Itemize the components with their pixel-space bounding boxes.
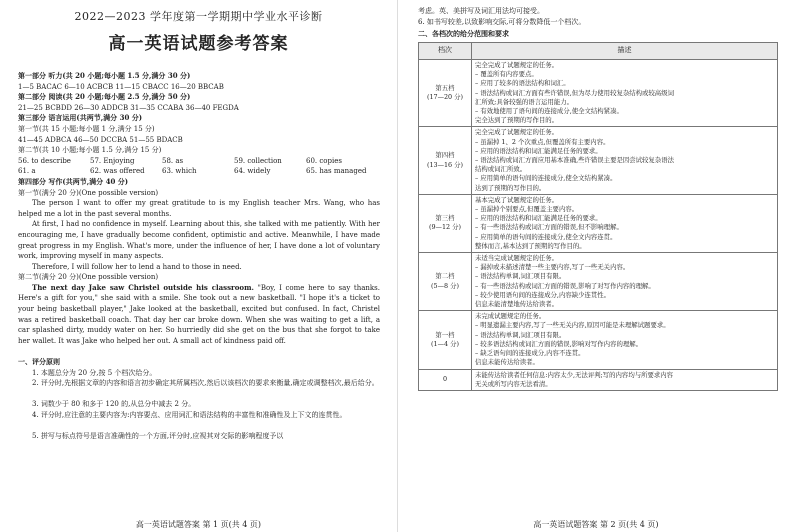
description-line: 结构或词汇所致。 — [475, 165, 527, 174]
level-name: 第四档 — [435, 151, 455, 160]
answer-cell: 64. widely — [234, 167, 271, 176]
table-header-description: 描述 — [472, 43, 778, 60]
text-line: 2. 评分时,先根据文章的内容和语言初步确定其所属档次,然后以该档次的要求来衡量,确定或调整档次,最后给分。 — [32, 379, 379, 388]
answer-page-2 — [398, 0, 794, 532]
scoring-table — [418, 42, 778, 391]
description-line: – 语法结构单调,词汇项目有限。 — [475, 330, 566, 339]
note-line: 考虑。英、美拼写及词汇用法均可接受。 — [418, 7, 544, 15]
level-cell — [419, 253, 472, 311]
text-line: 1. 本题总分为 20 分,按 5 个档次给分。 — [32, 368, 157, 377]
description-line: – 虽漏掉个别要点,但覆盖主要内容。 — [475, 205, 579, 214]
description-line: 未适当完成试题规定的任务。 — [475, 254, 559, 263]
level-name: 第五档 — [435, 84, 455, 92]
table-header-level: 档次 — [419, 43, 472, 60]
description-line: – 语法结构单调,词汇项目有限。 — [475, 272, 566, 281]
level-cell — [419, 127, 472, 194]
text-line: 第一部分 听力(共 20 小题;每小题 1.5 分,满分 30 分) — [18, 71, 191, 80]
description-cell — [472, 311, 778, 369]
description-line: – 应用了较多的语法结构和词汇。 — [475, 79, 570, 88]
text-line: 第一节(满分 20 分)(One possible version) — [18, 188, 159, 197]
answer-lines — [18, 71, 380, 442]
table-row — [419, 60, 778, 127]
text-line: 5. 拼写与标点符号是语言准确性的一个方面,评分时,应视其对交际的影响程度予以 — [32, 432, 284, 441]
description-cell — [472, 369, 778, 390]
description-line: – 应用的语法结构和词汇能满足任务的要求。 — [475, 146, 602, 155]
description-line: – 语法结构或词汇方面有些许错误,但为尽力使用较复杂结构或较高级词 — [475, 88, 674, 97]
description-cell — [472, 60, 778, 127]
description-line: – 覆盖所有内容要点。 — [475, 70, 538, 79]
page-footer: 高一英语试题答案 第 1 页(共 4 页) — [135, 520, 262, 529]
text-line — [18, 166, 380, 177]
text-line: 第二部分 阅读(共 20 小题;每小题 2.5 分,满分 50 分) — [18, 92, 191, 102]
description-line: – 虽漏掉 1、2 个次重点,但覆盖所有主要内容。 — [475, 137, 610, 146]
description-line: – 有一些语法结构或词汇方面的错误,但不影响理解。 — [475, 223, 623, 232]
description-line: – 有一些语法结构或词汇方面的错误,影响了对写作内容的理解。 — [475, 281, 655, 290]
table-row — [419, 127, 778, 194]
text-line: 4. 评分时,应注意的主要内容为:内容要点、应用词汇和语法结构的丰富性和准确性及上下文的连贯性。 — [32, 411, 347, 420]
table-row — [419, 194, 778, 252]
level-cell — [419, 194, 472, 252]
description-line: – 有效地使用了语句间的连接成分,使全文结构紧凑。 — [475, 107, 623, 116]
description-line: – 较少使用语句间的连接成分,内容缺少连贯性。 — [475, 290, 611, 299]
level-range: (1—4 分) — [431, 339, 459, 348]
text-line: 第三部分 语言运用(共两节,满分 30 分) — [18, 113, 143, 123]
text-line: Therefore, I will follow her to lend a hand to those in need. — [32, 262, 242, 271]
text-line: 第四部分 写作(共两节,满分 40 分) — [18, 176, 129, 186]
text-line — [18, 156, 380, 167]
level-range: (17—20 分) — [426, 93, 464, 102]
description-line: – 应用简单的语句间的连接成分,使全文内容连贯。 — [475, 232, 617, 241]
level-range: (13—16 分) — [426, 160, 464, 169]
answer-cell: 65. has managed — [306, 167, 367, 176]
table-row — [419, 369, 778, 390]
text-line: 41—45 ADBCA 46—50 DCCBA 51—55 BDACB — [18, 135, 183, 144]
description-cell — [472, 127, 778, 194]
answer-cell: 61. a — [18, 167, 36, 176]
answer-cell: 57. Enjoying — [90, 156, 135, 165]
table-row — [419, 311, 778, 369]
description-line: – 缺乏语句间的连接成分,内容不连贯。 — [475, 349, 585, 358]
level-name: 第二档 — [435, 272, 455, 281]
description-line: – 应用的语法结构和词汇能满足任务的要求。 — [475, 214, 602, 223]
description-line: 信息未能传达给读者。 — [475, 358, 539, 367]
description-line: 整体而言,基本达到了预期的写作目的。 — [475, 241, 586, 250]
page-title: 高一英语试题参考答案 — [108, 34, 289, 54]
text-line: 1—5 BACAC 6—10 ACBCB 11—15 CBACC 16—20 BBCAB — [18, 82, 224, 91]
description-line: 基本完成了试题规定的任务。 — [475, 195, 559, 204]
answer-cell: 59. collection — [234, 156, 282, 165]
text-line: 第一节(共 15 小题;每小题 1 分,满分 15 分) — [18, 124, 155, 133]
note-line: 6. 如书写较差,以致影响交际,可将分数降低一个档次。 — [418, 18, 586, 26]
exam-header: 2022—2023 学年度第一学期期中学业水平诊断 — [74, 10, 323, 23]
description-line: – 明显遗漏主要内容,写了一些无关内容,原因可能是未理解试题要求。 — [475, 321, 670, 330]
text-line: The person I want to offer my great gratitude to is my English teacher Mrs. Wang, who has helped me a lot in the past several months. — [18, 199, 380, 218]
note-line: 二、各档次的给分范围和要求 — [418, 29, 509, 38]
answer-cell: 58. as — [162, 156, 184, 165]
level-range: (9—12 分) — [429, 223, 461, 232]
text-line: 21—25 BCBDD 26—30 ADDCB 31—35 CCABA 36—40 FEGDA — [18, 103, 239, 112]
text-line: 第二节(满分 20 分)(One possible version) — [18, 273, 159, 282]
description-cell — [472, 253, 778, 311]
level-name: 第一档 — [435, 330, 455, 339]
answer-cell: 56. to describe — [18, 156, 71, 165]
table-row — [419, 253, 778, 311]
text-line: The next day Jake saw Christel outside his classroom. "Boy, I come here to say thanks. Here's a gift for you," she said with a smile. She took out a new basketball. "I hope it's a ticket to your being basketball player," Jake looked at the basketball, excited but confused. In fact, Christel was a retired basketball coach. That day her car broke down. When she was waiting to get a lift, a car splashed dirty, muddy water on her. So hurriedly did she get on the bus that she forgot to take her wallet. It was Jake who helped her out. A small act of kindness paid off. — [18, 282, 380, 345]
answer-cell: 60. copies — [306, 156, 342, 165]
scoring-notes — [418, 6, 778, 39]
text-line: 一、评分原则 — [18, 357, 60, 367]
page-footer: 高一英语试题答案 第 2 页(共 4 页) — [533, 520, 659, 529]
description-line: – 漏掉或未描述清楚一些主要内容,写了一些无关内容。 — [475, 263, 630, 272]
description-line: 完全完成了试题规定的任务。 — [475, 61, 559, 69]
level-range: (5—8 分) — [431, 281, 459, 290]
text-line: 第二节(共 10 小题;每小题 1.5 分,满分 15 分) — [18, 146, 162, 155]
answer-cell: 62. was offered — [90, 167, 145, 176]
level-cell — [419, 60, 472, 127]
description-line: 未能传达给读者任何信息:内容太少,无法评判;写的内容均与所要求内容 — [475, 370, 674, 379]
level-cell — [419, 369, 472, 390]
description-line: 达到了预期的写作目的。 — [475, 183, 546, 192]
description-line: 无关或所写内容无法看清。 — [475, 379, 552, 388]
description-line: – 应用简单的语句间的连接成分,使全文结构紧凑。 — [475, 174, 617, 183]
description-cell — [472, 194, 778, 252]
description-line: 完全达到了预期的写作目的。 — [475, 116, 559, 125]
description-line: – 较多语法结构或词汇方面的错误,影响对写作内容的理解。 — [475, 339, 643, 348]
level-name: 第三档 — [435, 214, 455, 223]
description-line: 未完成试题规定的任务。 — [475, 312, 546, 321]
text-line: At first, I had no confidence in myself. Learning about this, she talked with me patiently. With her encouraging me, I have gradually become confident, optimistic and active. Meanwhile, I have made great progress in my English. What's more, under the influence of her, I have done a lot of voluntary work, improving myself in many aspects. — [18, 220, 380, 261]
level-cell — [419, 311, 472, 369]
level-name: 0 — [442, 375, 448, 384]
answer-cell: 63. which — [162, 167, 197, 176]
description-line: 完全完成了试题规定的任务。 — [475, 128, 559, 137]
description-line: 信息未能清楚地传达给读者。 — [475, 300, 559, 309]
description-line: – 语法结构或词汇方面应用基本准确,些许错误主要是因尝试较复杂语法 — [475, 156, 674, 165]
description-line: 汇所致;具备较强的语言运用能力。 — [475, 97, 574, 106]
text-line: 3. 词数少于 80 和多于 120 的,从总分中减去 2 分。 — [32, 400, 196, 409]
